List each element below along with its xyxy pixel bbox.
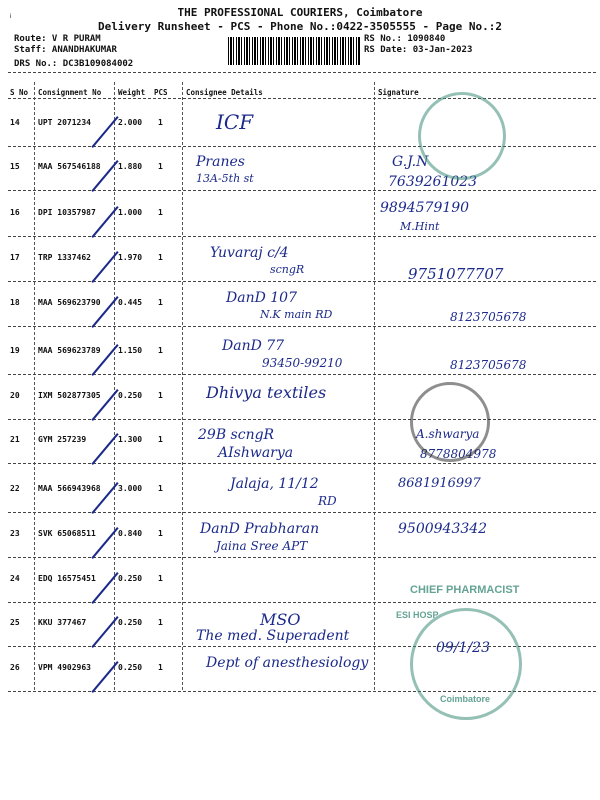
row-sno: 17 — [10, 253, 20, 262]
column-divider — [114, 82, 115, 690]
row-weight: 1.970 — [118, 253, 143, 262]
row-pcs: 1 — [158, 253, 163, 262]
row-signature: G.J.N — [392, 154, 429, 170]
row-pcs: 1 — [158, 118, 163, 127]
row-signature-note: 7639261023 — [388, 174, 478, 190]
column-divider — [34, 82, 35, 690]
chief-pharmacist-stamp: CHIEF PHARMACIST — [410, 584, 520, 596]
divider — [8, 72, 596, 73]
row-pcs: 1 — [158, 618, 163, 627]
row-divider — [8, 374, 596, 375]
rs-number: RS No.: 1090840 — [364, 34, 446, 44]
row-consignment-no: DPI 10357987 — [38, 208, 96, 217]
row-consignee-name: Pranes — [196, 154, 245, 170]
row-pcs: 1 — [158, 391, 163, 400]
row-weight: 3.000 — [118, 484, 143, 493]
row-consignment-no: TRP 1337462 — [38, 253, 91, 262]
col-header-consignment: Consignment No — [38, 88, 102, 97]
row-divider — [8, 419, 596, 420]
row-signature-note: M.Hint — [400, 220, 440, 233]
row-sno: 16 — [10, 208, 20, 217]
row-sno: 24 — [10, 574, 20, 583]
row-divider — [8, 326, 596, 327]
column-divider — [374, 82, 375, 690]
row-signature: 9894579190 — [380, 200, 470, 216]
row-consignee-name: DanD 107 — [226, 290, 297, 306]
row-consignee-address: RD — [318, 494, 337, 508]
barcode — [228, 37, 360, 65]
seal-city: Coimbatore — [440, 694, 491, 704]
row-consignment-no: MAA 567546188 — [38, 162, 101, 171]
cotton-federation-stamp — [418, 92, 506, 180]
row-sno: 14 — [10, 118, 20, 127]
row-consignee-name: Dhivya textiles — [206, 383, 327, 402]
row-consignee-address: The med. Superadent — [196, 628, 350, 644]
row-sno: 26 — [10, 663, 20, 672]
row-consignee-name: Dept of anesthesiology — [206, 655, 369, 671]
row-weight: 1.150 — [118, 346, 143, 355]
row-sno: 21 — [10, 435, 20, 444]
row-consignment-no: GYM 257239 — [38, 435, 87, 444]
row-sno: 25 — [10, 618, 20, 627]
row-divider — [8, 602, 596, 603]
row-consignee-name: Yuvaraj c/4 — [210, 245, 289, 261]
row-consignee-name: DanD 77 — [222, 338, 285, 354]
row-divider — [8, 236, 596, 237]
row-pcs: 1 — [158, 574, 163, 583]
col-header-sno: S No — [10, 88, 29, 97]
corner-mark: i — [10, 14, 12, 20]
seal-date: 09/1/23 — [436, 640, 490, 656]
row-divider — [8, 190, 596, 191]
row-sno: 22 — [10, 484, 20, 493]
row-sno: 19 — [10, 346, 20, 355]
row-signature-note: 8778804978 — [420, 447, 497, 461]
row-consignee-name: Jalaja, 11/12 — [230, 476, 319, 492]
row-sno: 15 — [10, 162, 20, 171]
row-pcs: 1 — [158, 484, 163, 493]
row-signature-note: 8123705678 — [450, 358, 527, 372]
row-divider — [8, 281, 596, 282]
col-header-weight: Weight — [118, 88, 146, 97]
row-pcs: 1 — [158, 529, 163, 538]
row-consignee-address: 13A-5th st — [196, 172, 254, 185]
row-consignment-no: VPM 4902963 — [38, 663, 91, 672]
row-consignee-address: AIshwarya — [218, 445, 294, 461]
row-weight: 0.250 — [118, 663, 143, 672]
row-signature: 9500943342 — [398, 521, 488, 537]
row-consignment-no: EDQ 16575451 — [38, 574, 96, 583]
row-consignment-no: MAA 566943968 — [38, 484, 101, 493]
row-weight: 0.445 — [118, 298, 143, 307]
row-pcs: 1 — [158, 208, 163, 217]
row-consignee-address: 93450-99210 — [262, 356, 343, 370]
row-pcs: 1 — [158, 162, 163, 171]
row-divider — [8, 146, 596, 147]
row-pcs: 1 — [158, 663, 163, 672]
row-divider — [8, 557, 596, 558]
row-signature: A.shwarya — [416, 427, 480, 441]
row-consignment-no: IXM 502877305 — [38, 391, 101, 400]
column-divider — [182, 82, 183, 690]
row-divider — [8, 463, 596, 464]
row-sno: 20 — [10, 391, 20, 400]
row-consignee-address: Jaina Sree APT — [216, 539, 308, 553]
row-weight: 0.840 — [118, 529, 143, 538]
company-title: THE PROFESSIONAL COURIERS, Coimbatore — [177, 6, 423, 19]
staff-label: Staff: ANANDHAKUMAR — [14, 45, 117, 55]
rs-date: RS Date: 03-Jan-2023 — [364, 45, 473, 55]
row-consignment-no: KKU 377467 — [38, 618, 87, 627]
row-weight: 0.250 — [118, 618, 143, 627]
row-weight: 2.000 — [118, 118, 143, 127]
row-pcs: 1 — [158, 298, 163, 307]
row-pcs: 1 — [158, 346, 163, 355]
row-signature-note: 9751077707 — [408, 265, 504, 283]
esi-hospital-stamp: ESI HOSP — [396, 610, 439, 620]
row-sno: 23 — [10, 529, 20, 538]
col-header-signature: Signature — [378, 88, 419, 97]
row-signature-note: 8123705678 — [450, 310, 527, 324]
dhivya-stamp — [410, 382, 490, 462]
row-consignee-name: 29B scngR — [198, 427, 275, 443]
row-pcs: 1 — [158, 435, 163, 444]
col-header-consignee: Consignee Details — [186, 88, 263, 97]
row-consignee-address: scngR — [270, 263, 305, 276]
row-weight: 1.880 — [118, 162, 143, 171]
row-signature: 8681916997 — [398, 476, 481, 491]
row-consignee-name: DanD Prabharan — [200, 521, 320, 537]
row-weight: 0.250 — [118, 574, 143, 583]
col-header-pcs: PCS — [154, 88, 168, 97]
row-consignment-no: UPT 2071234 — [38, 118, 91, 127]
drs-label: DRS No.: DC3B109084002 — [14, 59, 134, 69]
row-weight: 1.000 — [118, 208, 143, 217]
divider — [8, 98, 596, 99]
row-consignment-no: SVK 65068511 — [38, 529, 96, 538]
row-consignment-no: MAA 569623790 — [38, 298, 101, 307]
row-weight: 1.300 — [118, 435, 143, 444]
row-consignee-name: MSO — [260, 610, 301, 629]
row-divider — [8, 512, 596, 513]
row-consignment-no: MAA 569623789 — [38, 346, 101, 355]
row-sno: 18 — [10, 298, 20, 307]
row-consignee-address: N.K main RD — [260, 308, 333, 321]
row-weight: 0.250 — [118, 391, 143, 400]
route-label: Route: V R PURAM — [14, 34, 101, 44]
row-consignee-name: ICF — [216, 110, 254, 134]
runsheet-subtitle: Delivery Runsheet - PCS - Phone No.:0422-3505555 - Page No.:2 — [98, 20, 502, 33]
